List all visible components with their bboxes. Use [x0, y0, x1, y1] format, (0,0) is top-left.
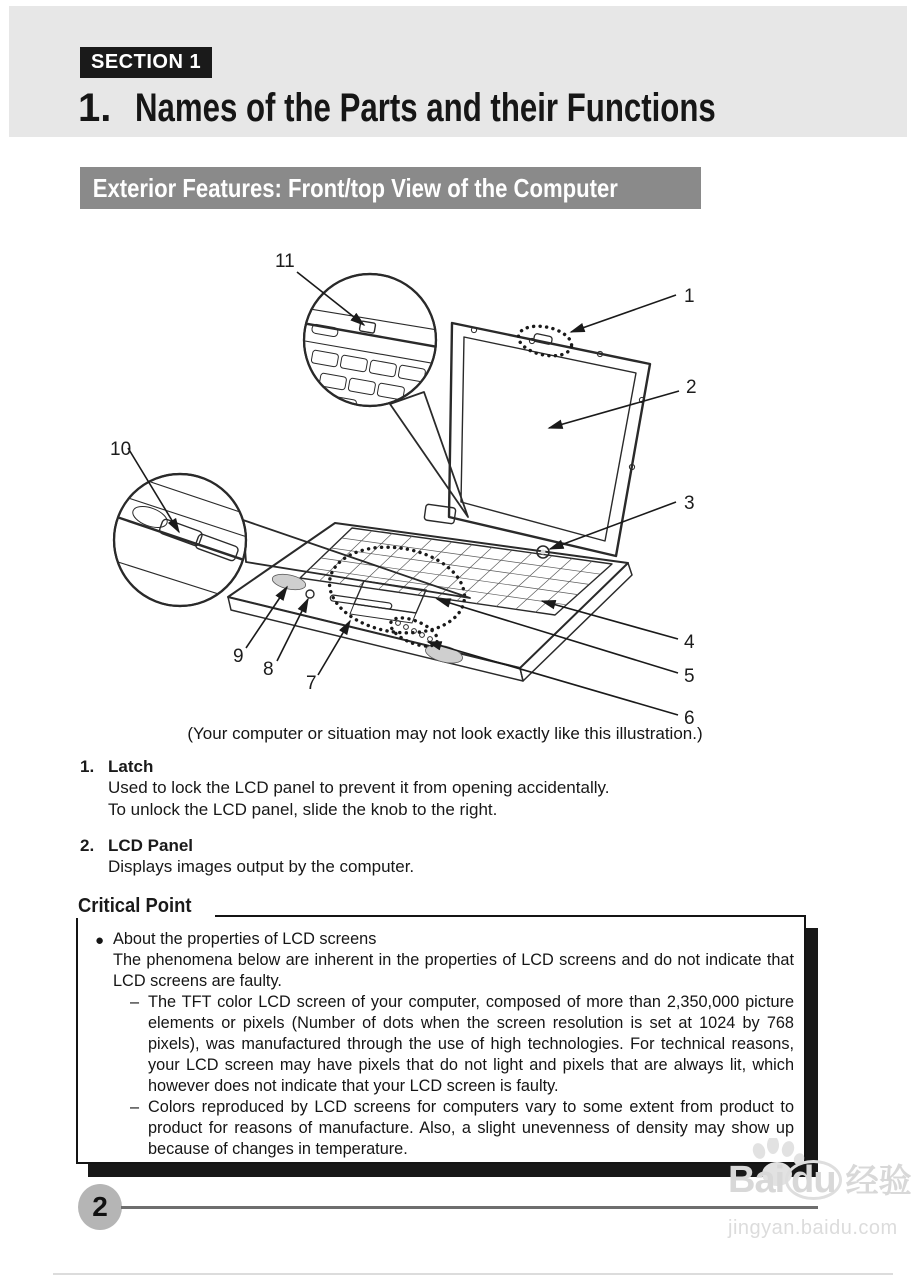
subsection-banner-text: Exterior Features: Front/top View of the Computer — [92, 173, 618, 203]
bullet-title: About the properties of LCD screens — [113, 930, 377, 948]
callout-label-9: 9 — [233, 646, 244, 667]
page-title — [78, 86, 880, 131]
part-item-description: Used to lock the LCD panel to prevent it from opening accidentally. To unlock the LCD panel, slide the knob to the right. — [108, 778, 610, 819]
part-item-description: Displays images output by the computer. — [108, 857, 415, 876]
page-title-number: 1. — [78, 86, 112, 130]
callout-label-7: 7 — [306, 673, 317, 694]
hinge-drawing — [424, 504, 456, 524]
lcd-panel-drawing — [449, 322, 650, 556]
part-item-name: Latch — [108, 757, 154, 776]
baidu-watermark — [728, 1146, 910, 1240]
watermark-brand: Bai du 经验 — [728, 1159, 912, 1201]
laptop-illustration — [0, 230, 914, 730]
page-number-badge — [78, 1184, 122, 1230]
speaker-left-drawing — [271, 572, 307, 593]
callout-label-4: 4 — [684, 632, 695, 653]
keyboard-drawing — [300, 528, 612, 615]
part-item-latch — [80, 756, 824, 820]
critical-point-content — [78, 917, 804, 1160]
figure-caption: (Your computer or situation may not look exactly like this illustration.) — [187, 724, 703, 743]
page-title-text: Names of the Parts and their Functions — [135, 86, 717, 130]
front-latch-slot-drawing — [330, 595, 392, 610]
callout-label-6: 6 — [684, 708, 695, 729]
part-item-name: LCD Panel — [108, 836, 194, 855]
base-drawing — [228, 504, 632, 681]
callout-label-11: 11 — [275, 251, 295, 272]
callout-label-1: 1 — [684, 286, 695, 307]
part-item-heading — [80, 756, 824, 777]
subsection-banner — [80, 167, 701, 209]
wireless-switch-drawing — [306, 590, 314, 598]
dash-icon: – — [130, 1098, 140, 1116]
critical-point-bullet-item — [96, 929, 794, 1160]
bezel-screw-icons — [471, 327, 644, 469]
scan-edge-artifact — [53, 1273, 893, 1275]
page-number: 2 — [92, 1191, 108, 1222]
callout-label-10: 10 — [110, 439, 132, 460]
bullet-body: The phenomena below are inherent in the properties of LCD screens and do not indicate that LCD screens are faulty. — [113, 951, 794, 990]
callout-label-3: 3 — [684, 493, 695, 514]
part-item-number: 1. — [80, 757, 95, 776]
magnifier-keyboard — [302, 274, 468, 517]
callout-label-8: 8 — [263, 659, 274, 680]
callout-label-5: 5 — [684, 666, 695, 687]
critical-point-box — [76, 915, 806, 1164]
bullet-icon: ● — [95, 932, 105, 949]
critical-point-heading: Critical Point — [76, 895, 215, 918]
dash-item: – The TFT color LCD screen of your computer, composed of more than 2,350,000 picture elements or pixels (Number of dots when the screen resolution is set at 1024 by 768 pixels), was manufactured through the use of high technologies. For technical reasons, your LCD screen may have pixels that do not light and pixels that are always lit, which however does not indicate that your LCD screen is faulty. — [130, 993, 794, 1095]
footer-rule — [121, 1206, 818, 1209]
section-badge: SECTION 1 — [80, 47, 212, 78]
part-item-heading — [80, 835, 824, 856]
watermark-brand-cjk: 经验 — [845, 1162, 912, 1199]
callout-label-2: 2 — [686, 377, 697, 398]
part-item-number: 2. — [80, 836, 95, 855]
dash-icon: – — [130, 993, 140, 1011]
watermark-url: jingyan.baidu.com — [728, 1217, 898, 1239]
dash-item: – Colors reproduced by LCD screens for computers vary to some extent from product to product for reasons of manufacture. Also, a slight unevenness of density may show up because of changes in temperature. — [130, 1098, 794, 1158]
part-item-lcd-panel — [80, 835, 824, 878]
